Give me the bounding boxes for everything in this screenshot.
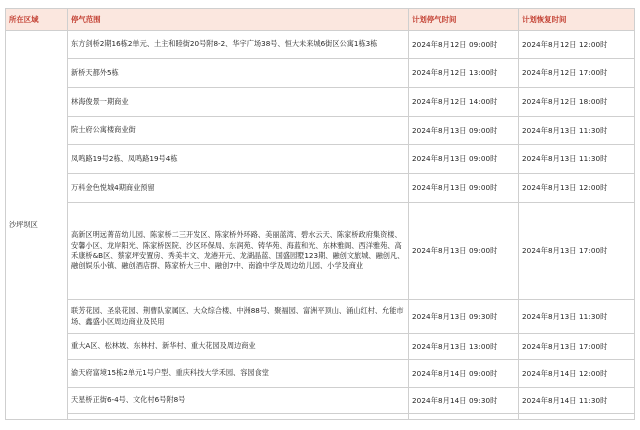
- resume-time-cell: 2024年8月13日 11:30时: [519, 145, 635, 174]
- range-cell: 凤鸣路19号2栋、凤鸣路19号4栋: [68, 145, 409, 174]
- resume-time-cell: 2024年8月14日 12:00时: [519, 360, 635, 388]
- table-row: [6, 300, 635, 334]
- resume-time-cell: [519, 414, 635, 420]
- stop-time-cell: 2024年8月13日 09:00时: [409, 117, 519, 145]
- range-cell: 东方剑桥2期16栋2单元、土主和睦街20号附8-2、华宇广场38号、恒大未来城6街区公寓1栋3栋: [68, 31, 409, 59]
- stop-time-cell: 2024年8月13日 09:00时: [409, 174, 519, 203]
- stop-time-cell: 2024年8月13日 09:00时: [409, 145, 519, 174]
- resume-time-cell: 2024年8月13日 17:00时: [519, 334, 635, 360]
- range-cell: 新桥天都外5栋: [68, 59, 409, 88]
- range-cell: 院士府公寓楼商业街: [68, 117, 409, 145]
- resume-time-cell: 2024年8月13日 12:00时: [519, 174, 635, 203]
- range-cell: 联芳花园、圣泉花园、荆曹队家属区、大众综合楼、中洲88号、聚福园、富洲平顶山、涌山红村、允能市场、鑫盛小区周边商业及民用: [68, 300, 409, 334]
- range-cell: [68, 414, 409, 420]
- resume-time-cell: 2024年8月14日 11:30时: [519, 388, 635, 414]
- table-row: [6, 117, 635, 145]
- resume-time-cell: 2024年8月12日 12:00时: [519, 31, 635, 59]
- range-cell: 高新区明远菁苗幼儿园、陈家桥二三开发区、陈家桥外环路、美丽蓝湾、碧水云天、陈家桥政府集资楼、安馨小区、龙岸阳光、陈家桥医院、沙区环保局、东润苑、铸华苑、海蓝和光、东林雅阁、西洋雅苑、高禾康桥&B区、蔡家坪安置房、秀美丰文、龙港开元、龙湖晶蓝、国盛园墅123期、融创文旅城、融创凡、融创娱乐小镇、融创酒店群、陈家桥大三中、融创7中、南渝中学及周边幼儿园、小学及商业: [68, 203, 409, 300]
- area-cell: 沙坪坝区: [6, 31, 68, 420]
- stop-time-cell: 2024年8月13日 09:00时: [409, 203, 519, 300]
- header-range: 停气范围: [68, 9, 409, 31]
- table-body: [6, 31, 635, 420]
- range-cell: 天星桥正街6-4号、文化村6号附8号: [68, 388, 409, 414]
- table-row: [6, 88, 635, 117]
- stop-time-cell: 2024年8月14日 09:30时: [409, 388, 519, 414]
- table-row: [6, 59, 635, 88]
- table-row: [6, 388, 635, 414]
- table-row: [6, 414, 635, 420]
- resume-time-cell: 2024年8月13日 17:00时: [519, 203, 635, 300]
- range-cell: 渝天府富境15栋2单元1号户型、重庆科技大学禾园、容园食堂: [68, 360, 409, 388]
- header-resume-time: 计划恢复时间: [519, 9, 635, 31]
- table-header-row: [6, 9, 635, 31]
- stop-time-cell: 2024年8月12日 13:00时: [409, 59, 519, 88]
- table-row: [6, 145, 635, 174]
- range-cell: 万科金色悦城4期商业预留: [68, 174, 409, 203]
- range-cell: 重大A区、松林坡、东林村、新华村、重大花园及周边商业: [68, 334, 409, 360]
- stop-time-cell: 2024年8月13日 13:00时: [409, 334, 519, 360]
- stop-time-cell: 2024年8月12日 14:00时: [409, 88, 519, 117]
- header-stop-time: 计划停气时间: [409, 9, 519, 31]
- stop-time-cell: [409, 414, 519, 420]
- stop-time-cell: 2024年8月12日 09:00时: [409, 31, 519, 59]
- table-row: [6, 203, 635, 300]
- table-row: [6, 334, 635, 360]
- gas-outage-table: [5, 8, 635, 420]
- resume-time-cell: 2024年8月13日 11:30时: [519, 117, 635, 145]
- resume-time-cell: 2024年8月12日 17:00时: [519, 59, 635, 88]
- stop-time-cell: 2024年8月14日 09:00时: [409, 360, 519, 388]
- stop-time-cell: 2024年8月13日 09:30时: [409, 300, 519, 334]
- range-cell: 林海俊景一期商业: [68, 88, 409, 117]
- resume-time-cell: 2024年8月13日 11:30时: [519, 300, 635, 334]
- header-area: 所在区域: [6, 9, 68, 31]
- resume-time-cell: 2024年8月12日 18:00时: [519, 88, 635, 117]
- table-row: [6, 360, 635, 388]
- table-row: [6, 174, 635, 203]
- table-row: [6, 31, 635, 59]
